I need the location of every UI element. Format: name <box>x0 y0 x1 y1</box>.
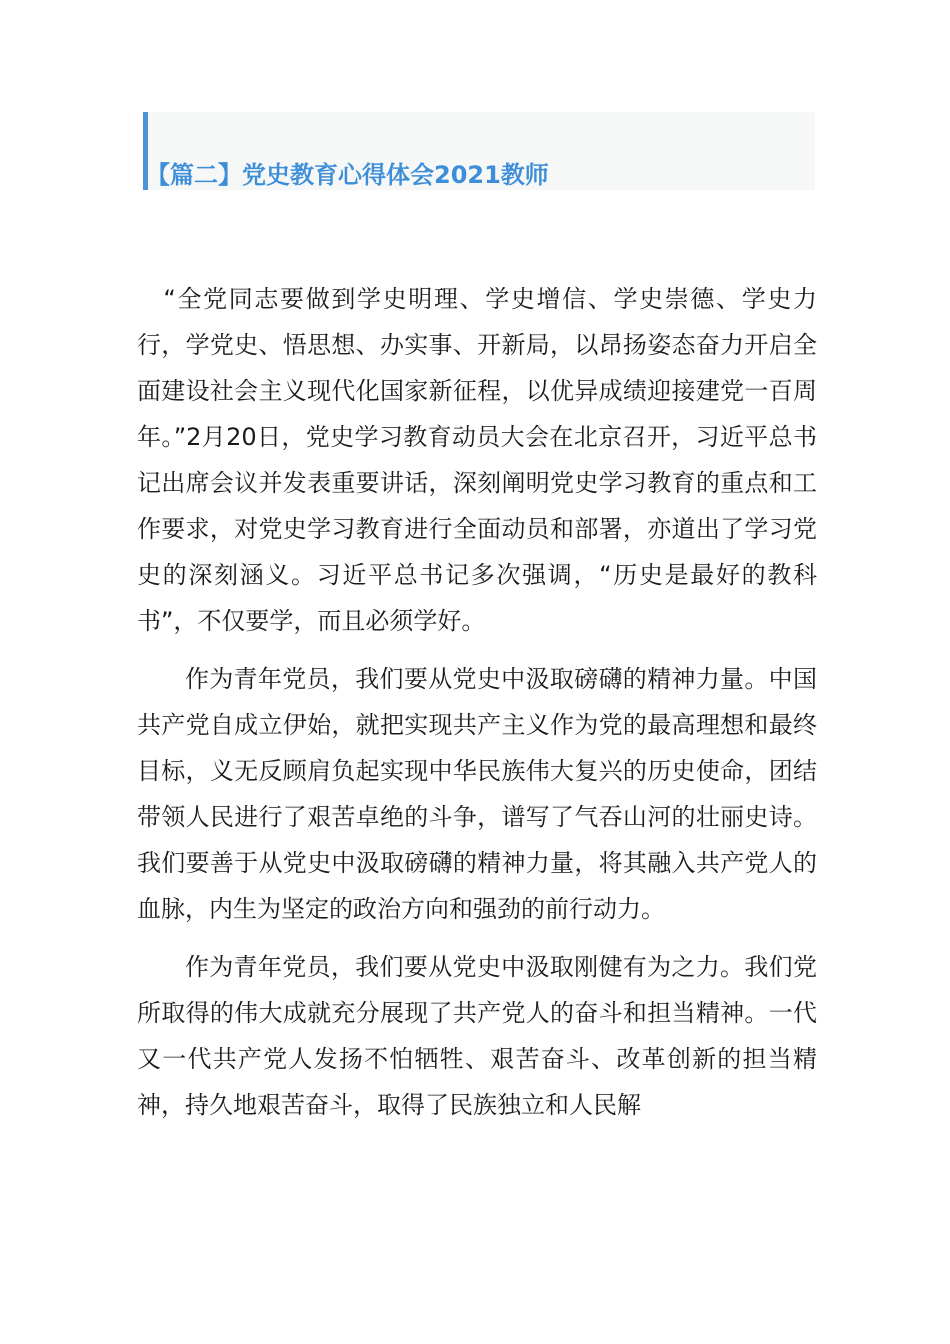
document-body <box>137 276 817 1128</box>
section-heading: 【篇二】党史教育心得体会2021教师 <box>146 161 549 189</box>
paragraph-1: “全党同志要做到学史明理、学史增信、学史崇德、学史力行，学党史、悟思想、办实事、开新局，以昂扬姿态奋力开启全面建设社会主义现代化国家新征程，以优异成绩迎接建党一百周年。”2月20日，党史学习教育动员大会在北京召开，习近平总书记出席会议并发表重要讲话，深刻阐明党史学习教育的重点和工作要求，对党史学习教育进行全面动员和部署，亦道出了学习党史的深刻涵义。习近平总书记多次强调，“历史是最好的教科书”，不仅要学，而且必须学好。 <box>137 285 817 635</box>
paragraph-2: 作为青年党员，我们要从党史中汲取磅礴的精神力量。中国共产党自成立伊始，就把实现共产主义作为党的最高理想和最终目标，义无反顾肩负起实现中华民族伟大复兴的历史使命，团结带领人民进行了艰苦卓绝的斗争，谱写了气吞山河的壮丽史诗。我们要善于从党史中汲取磅礴的精神力量，将其融入共产党人的血脉，内生为坚定的政治方向和强劲的前行动力。 <box>137 665 817 923</box>
paragraph-3: 作为青年党员，我们要从党史中汲取刚健有为之力。我们党所取得的伟大成就充分展现了共产党人的奋斗和担当精神。一代又一代共产党人发扬不怕牺牲、艰苦奋斗、改革创新的担当精神，持久地艰苦奋斗，取得了民族独立和人民解 <box>137 953 817 1119</box>
